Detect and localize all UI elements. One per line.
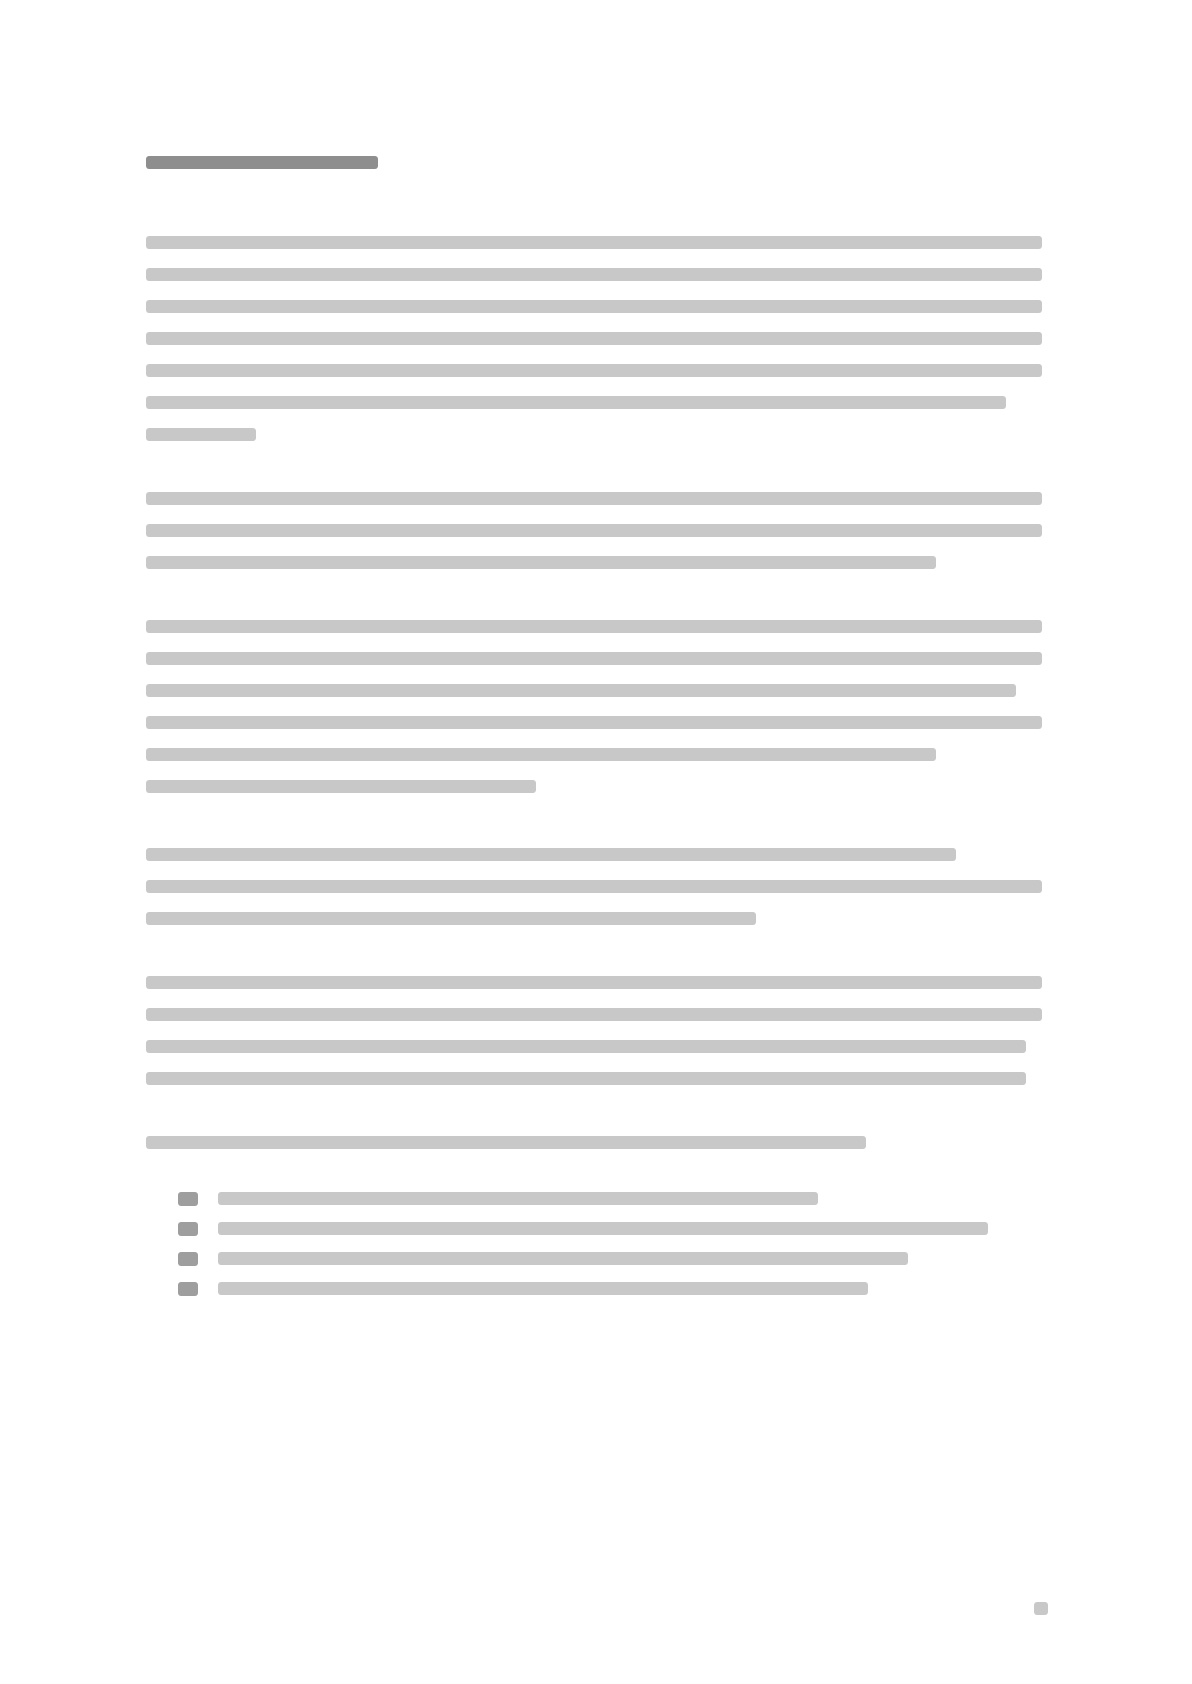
list-item-4 bbox=[178, 1282, 998, 1312]
paragraph-2 bbox=[146, 482, 1046, 582]
paragraph-4 bbox=[146, 838, 1046, 938]
list-item-1 bbox=[178, 1192, 998, 1222]
paragraph-1 bbox=[146, 226, 1046, 436]
section-heading bbox=[146, 150, 446, 176]
list-item-2 bbox=[178, 1222, 998, 1252]
list-item-3 bbox=[178, 1252, 998, 1282]
paragraph-5 bbox=[146, 966, 1046, 1086]
paragraph-3 bbox=[146, 610, 1046, 790]
page-number bbox=[1034, 1598, 1052, 1620]
paragraph-6 bbox=[146, 1126, 1046, 1166]
